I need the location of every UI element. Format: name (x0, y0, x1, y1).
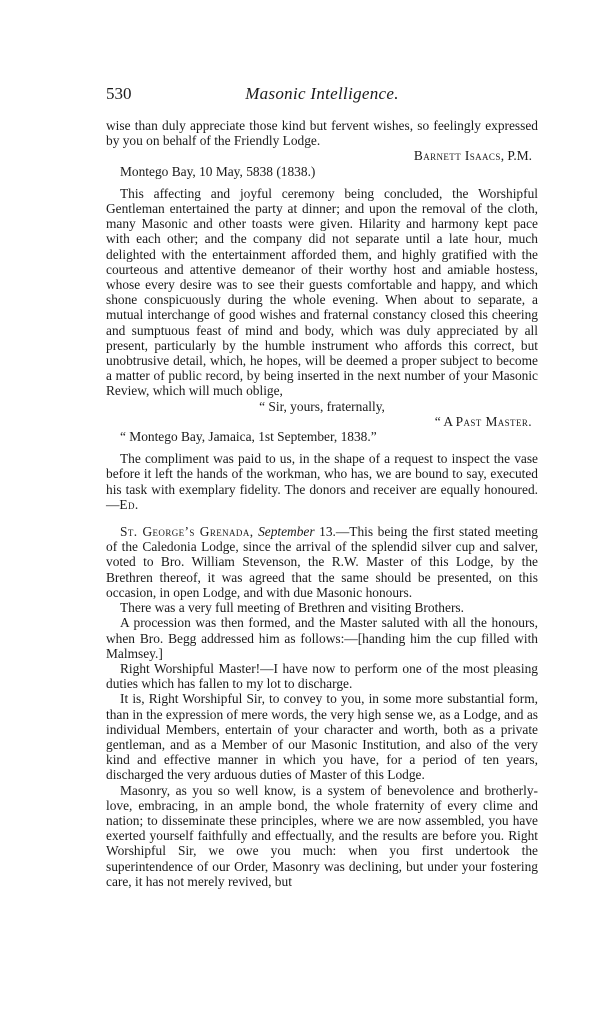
paragraph-text: The compliment was paid to us, in the shape of a request to inspect the vase before it left the hands of the workman, who has, we are bound to say, executed his task with exemplary fidelity. The donors and receiver are equally honoured.— (106, 451, 538, 512)
paragraph-continuation: wise than duly appreciate those kind but fervent wishes, so feelingly expressed by you on behalf of the Friendly Lodge. (106, 118, 538, 149)
signature-name: Past Master. (455, 413, 532, 429)
paragraph-ceremony: This affecting and joyful ceremony being concluded, the Worshipful Gentleman entertained the party at dinner; and upon the removal of the cloth, many Masonic and other toasts were given. Hilarity and harmony kept pace with each other; and the company did not separate until a late hour, much delighted with the entertainment afforded them, and highly gratified with the courteous and attentive demeanor of their worthy host and amiable hostess, whose every desire was to see their guests comfortable and happy, and which shone conspicuously during the whole evening. When about to separate, a mutual interchange of good wishes and fraternal constancy closed this cheering and sumptuous feast of mind and body, which was duly appreciated by all present, particularly by the humble instrument who affords this correct, but unobtrusive detail, which, he hopes, will be deemed a proper subject to become a matter of public record, by being inserted in the next number of your Masonic Review, which will much oblige, (106, 185, 538, 399)
paragraph-compliment (106, 451, 538, 512)
editor-mark: Ed. (119, 496, 139, 512)
signature-barnett-isaacs (106, 148, 538, 163)
signature-name: Barnett Isaacs (413, 148, 501, 164)
paragraph-address-sense: It is, Right Worshipful Sir, to convey to you, in some more substantial form, than in the expression of mere words, the very high sense we, as a Lodge, and as individual Members, entertain of your character and worth, both as a private gentleman, and as a Member of our Masonic Institution, and also of the very kind and effective manner in which you have, for a period of ten years, discharged the very arduous duties of Master of this Lodge. (106, 691, 538, 783)
place-heading: St. George’s Grenada, (120, 524, 254, 540)
paragraph-text: 13.—This being the first stated meeting of the Caledonia Lodge, since the arrival of the splendid silver cup and salver, voted to Bro. William Stevenson, the R.W. Master of this Lodge, by the Brethren thereof, it was agreed that the same should be presented, on this occasion, in open Lodge, and with due Masonic honours. (106, 524, 538, 600)
running-title: Masonic Intelligence. (245, 84, 399, 103)
dateline-jamaica: “ Montego Bay, Jamaica, 1st September, 1838.” (120, 429, 377, 445)
signature-suffix: , P.M. (500, 148, 532, 164)
page-header (106, 84, 538, 108)
signature-past-master (106, 414, 538, 429)
date-heading: September (258, 524, 315, 540)
paragraph-address-masonry: Masonry, as you so well know, is a system of benevolence and brotherly-love, embracing, in an ample bond, the whole fraternity of every clime and nation; to disseminate these principles, where we are now assembled, you have exerted yourself faithfully and effectually, and the results are before you. Right Worshipful Sir, we owe you much: when you first undertook the superintendence of our Order, Masonry was declining, but under your fostering care, it has not merely revived, but (106, 782, 538, 889)
paragraph-procession: A procession was then formed, and the Master saluted with all the honours, when Bro. Begg addressed him as follows:—[handing him the cup filled with Malmsey.] (106, 615, 538, 661)
signature-prefix: “ A (434, 413, 456, 429)
paragraph-meeting: There was a very full meeting of Brethren and visiting Brothers. (120, 600, 464, 616)
page-body (106, 118, 538, 889)
page-number: 530 (106, 84, 132, 103)
paragraph-grenada-report (106, 524, 538, 600)
closing-salutation: “ Sir, yours, fraternally, (259, 398, 385, 414)
dateline-montego-bay: Montego Bay, 10 May, 5838 (1838.) (120, 163, 316, 179)
paragraph-address-opening: Right Worshipful Master!—I have now to perform one of the most pleasing duties which has fallen to my lot to discharge. (106, 660, 538, 692)
